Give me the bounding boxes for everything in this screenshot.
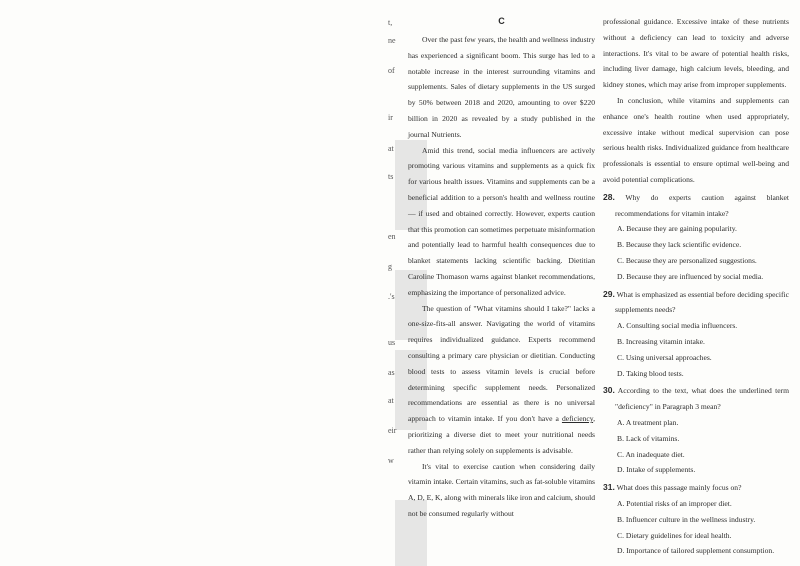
paragraph-2: Amid this trend, social media influencers are actively promoting various vitamins and supplements as a quick fix for various health issues. Vitamins and supplements can be a beneficial addition to a person's health and wellness routine — if used and obtained correctly. However, experts caution that this promotion can sometimes perpetuate misinformation and potentially lead to harmful health consequences due to blanket statements lacking scientific backing. Dietitian Caroline Thomason warns against blanket recommendations, emphasizing the importance of personalized advice. <box>408 145 595 297</box>
answer-option: B. Because they lack scientific evidence. <box>617 240 742 250</box>
answer-option: C. Because they are personalized suggestions. <box>617 255 757 265</box>
answer-option: C. An inadequate diet. <box>617 449 685 459</box>
question-number: 30. <box>603 385 615 396</box>
question-stem <box>603 190 789 222</box>
answer-option: B. Increasing vitamin intake. <box>617 336 705 346</box>
edge-fragment: as <box>388 368 395 377</box>
answer-option: B. Lack of vitamins. <box>617 433 680 443</box>
question-text: What is emphasized as essential before deciding specific supplements needs? <box>615 289 789 315</box>
answer-option: A. A treatment plan. <box>617 417 679 427</box>
paragraph-3 <box>408 301 595 459</box>
paragraph-3-text: , prioritizing a diverse diet to meet your nutritional needs rather than relying solely on supplements is advisable. <box>408 414 595 455</box>
answer-option: D. Taking blood tests. <box>617 368 684 378</box>
paragraph-4: It's vital to exercise caution when considering daily vitamin intake. Certain vitamins, such as fat-soluble vitamins A, D, E, K, along with minerals like iron and calcium, should not be consumed regularly without <box>408 461 595 518</box>
answer-option: D. Importance of tailored supplement consumption. <box>617 546 775 556</box>
edge-fragment: eir <box>388 426 397 435</box>
edge-fragment: ne <box>388 36 396 45</box>
question-stem <box>603 480 789 496</box>
question-30 <box>603 383 789 478</box>
edge-fragment: g <box>388 262 392 271</box>
answer-option: C. Dietary guidelines for ideal health. <box>617 530 732 540</box>
edge-fragment: at <box>388 396 394 405</box>
question-28 <box>603 190 789 285</box>
answer-option: A. Potential risks of an improper diet. <box>617 498 732 508</box>
answer-option: B. Influencer culture in the wellness industry. <box>617 514 756 524</box>
question-number: 28. <box>603 191 615 202</box>
answer-option: D. Intake of supplements. <box>617 465 696 475</box>
section-title: C <box>498 16 505 26</box>
answer-option: C. Using universal approaches. <box>617 352 712 362</box>
question-text: According to the text, what does the underlined term "deficiency" in Paragraph 3 mean? <box>615 386 789 412</box>
edge-fragment: of <box>388 66 395 75</box>
paragraph-4-continued: professional guidance. Excessive intake of these nutrients without a deficiency can lead to toxicity and adverse interactions. It's vital to be aware of potential health risks, including liver damage, high calcium levels, bleeding, and kidney stones, which may arise from improper supplements. <box>603 17 789 90</box>
question-text: What does this passage mainly focus on? <box>616 483 742 493</box>
question-31 <box>603 480 789 559</box>
question-stem <box>603 287 789 319</box>
question-stem <box>603 383 789 415</box>
question-number: 31. <box>603 482 615 493</box>
question-29 <box>603 287 789 382</box>
passage-column-right <box>603 14 789 559</box>
answer-option: A. Because they are gaining popularity. <box>617 224 737 234</box>
question-text: Why do experts caution against blanket recommendations for vitamin intake? <box>615 192 789 218</box>
paragraph-3-text: The question of "What vitamins should I take?" lacks a one-size-fits-all answer. Navigating the world of vitamins requires individualized guidance. Experts recommend consulting a primary care physician or dietitian. Conducting blood tests to assess vitamin levels is crucial before determining specific supplement needs. Personalized recommendations are essential as there is no universal approach to vitamin intake. If you don't have a <box>408 303 595 424</box>
answer-option: D. Because they are influenced by social media. <box>617 271 764 281</box>
edge-fragment: ir <box>388 113 393 122</box>
edge-fragment: us <box>388 338 396 347</box>
passage-column-left <box>408 14 595 522</box>
answer-option: A. Consulting social media influencers. <box>617 321 738 331</box>
paragraph-5: In conclusion, while vitamins and supplements can enhance one's health routine when used appropriately, excessive intake without medical supervision can pose serious health risks. Individualized guidance from healthcare professionals is essential to ensure optimal well-being and avoid potential complications. <box>603 95 789 184</box>
underlined-term: deficiency <box>561 414 594 424</box>
edge-fragment: t, <box>388 18 393 27</box>
question-number: 29. <box>603 288 615 299</box>
edge-fragment: ts <box>388 172 394 181</box>
paragraph-1: Over the past few years, the health and wellness industry has experienced a significant boom. This surge has led to a notable increase in the interest surrounding vitamins and supplements. Sales of dietary supplements in the US surged by 50% between 2018 and 2020, amounting to over $220 billion in 2020 as revealed by a study published in the journal Nutrients. <box>408 35 595 139</box>
edge-fragment: at <box>388 144 394 153</box>
edge-fragment: w <box>388 456 394 465</box>
edge-fragment: .'s <box>388 292 395 301</box>
edge-fragment: en <box>388 232 396 241</box>
left-edge-fragments <box>388 0 410 566</box>
